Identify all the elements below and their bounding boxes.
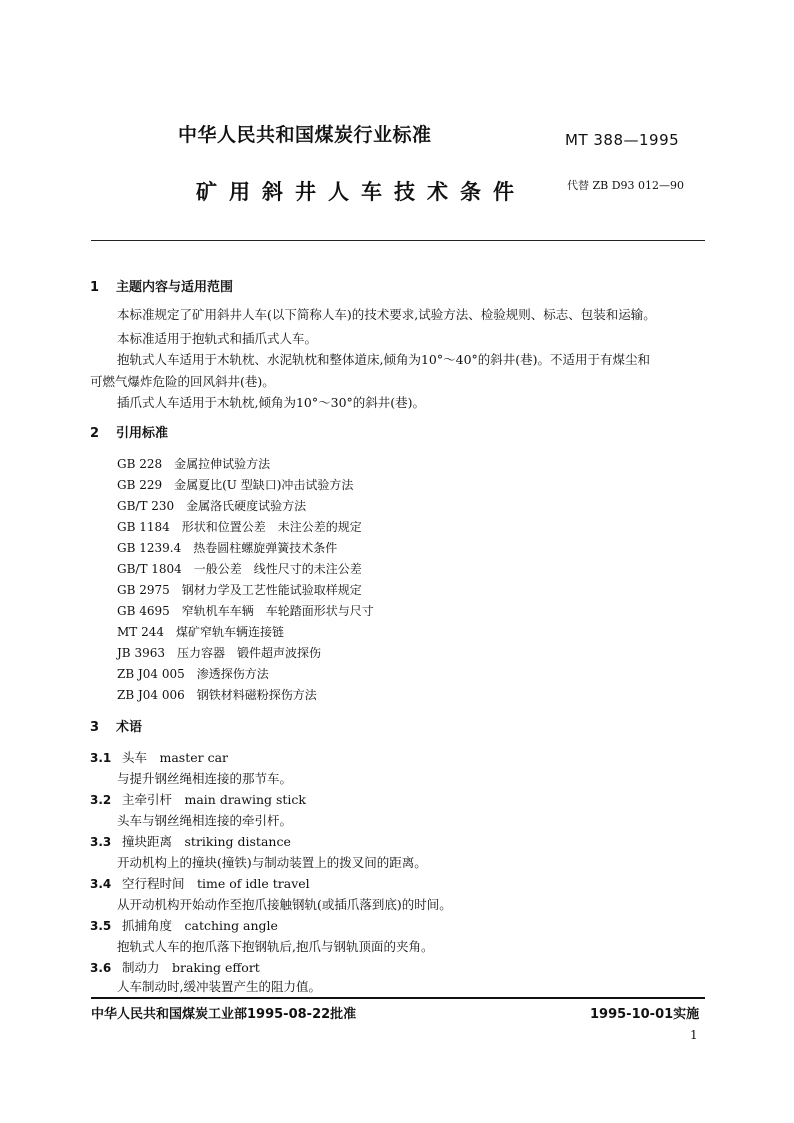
term-entry <box>90 832 291 850</box>
term-definition: 人车制动时,缓冲装置产生的阻力值。 <box>117 979 321 994</box>
term-entry <box>90 874 310 892</box>
paragraph-continuation: 可燃气爆炸危险的回风斜井(巷)。 <box>90 374 275 389</box>
term-number: 3.4 <box>90 877 112 891</box>
section-title: 主题内容与适用范围 <box>116 280 234 295</box>
reference-item: GB 2975 钢材力学及工艺性能试验取样规定 <box>117 583 362 597</box>
term-label: 头车 master car <box>122 750 229 765</box>
page-number: 1 <box>690 1028 698 1042</box>
section-3-heading <box>90 716 142 735</box>
paragraph: 插爪式人车适用于木轨枕,倾角为10°～30°的斜井(巷)。 <box>117 395 426 410</box>
paragraph: 抱轨式人车适用于木轨枕、水泥轨枕和整体道床,倾角为10°～40°的斜井(巷)。不适用于有煤尘和 <box>117 352 651 367</box>
term-entry <box>90 916 278 934</box>
section-number: 1 <box>90 280 100 295</box>
reference-item: GB 1239.4 热卷圆柱螺旋弹簧技术条件 <box>117 541 338 555</box>
term-label: 制动力 braking effort <box>122 960 260 975</box>
section-title: 引用标准 <box>116 426 169 441</box>
reference-item: GB 1184 形状和位置公差 未注公差的规定 <box>117 520 362 534</box>
document-title: 矿用斜井人车技术条件 <box>196 180 526 204</box>
term-label: 主牵引杆 main drawing stick <box>122 792 306 807</box>
term-number: 3.1 <box>90 751 112 765</box>
reference-item: GB/T 1804 一般公差 线性尺寸的未注公差 <box>117 562 362 576</box>
section-number: 2 <box>90 426 100 441</box>
term-number: 3.5 <box>90 919 112 933</box>
term-number: 3.3 <box>90 835 112 849</box>
term-definition: 从开动机构开始动作至抱爪接触钢轨(或插爪落到底)的时间。 <box>117 897 452 912</box>
reference-item: GB 229 金属夏比(U 型缺口)冲击试验方法 <box>117 478 354 492</box>
approval-note: 中华人民共和国煤炭工业部1995-08-22批准 <box>91 1007 357 1022</box>
paragraph: 本标准适用于抱轨式和插爪式人车。 <box>117 331 318 346</box>
section-title: 术语 <box>116 720 143 735</box>
term-number: 3.6 <box>90 961 112 975</box>
footer-divider <box>91 997 705 999</box>
term-definition: 开动机构上的撞块(撞铁)与制动装置上的拨叉间的距离。 <box>117 855 427 870</box>
effective-date: 1995-10-01实施 <box>590 1007 700 1022</box>
reference-item: ZB J04 005 渗透探伤方法 <box>117 667 269 681</box>
term-label: 撞块距离 striking distance <box>122 834 291 849</box>
term-entry <box>90 748 228 766</box>
term-entry <box>90 790 306 808</box>
term-definition: 头车与钢丝绳相连接的牵引杆。 <box>117 813 293 828</box>
standard-code: MT 388—1995 <box>565 131 680 149</box>
reference-item: MT 244 煤矿窄轨车辆连接链 <box>117 625 285 639</box>
term-definition: 与提升钢丝绳相连接的那节车。 <box>117 771 293 786</box>
header-divider <box>91 240 705 241</box>
term-label: 抓捕角度 catching angle <box>122 918 278 933</box>
reference-item: GB 228 金属拉伸试验方法 <box>117 457 271 471</box>
standard-category-title: 中华人民共和国煤炭行业标准 <box>178 124 432 146</box>
reference-item: GB/T 230 金属洛氏硬度试验方法 <box>117 499 307 513</box>
section-2-heading <box>90 422 168 441</box>
reference-item: ZB J04 006 钢铁材料磁粉探伤方法 <box>117 688 317 702</box>
reference-item: GB 4695 窄轨机车车辆 车轮踏面形状与尺寸 <box>117 604 374 618</box>
section-1-heading <box>90 276 233 295</box>
term-label: 空行程时间 time of idle travel <box>122 876 310 891</box>
term-entry <box>90 958 260 976</box>
term-number: 3.2 <box>90 793 112 807</box>
paragraph: 本标准规定了矿用斜井人车(以下简称人车)的技术要求,试验方法、检验规则、标志、包装和运输。 <box>117 307 656 322</box>
replaces-note: 代替 ZB D93 012—90 <box>567 179 685 192</box>
section-number: 3 <box>90 720 100 735</box>
term-definition: 抱轨式人车的抱爪落下抱钢轨后,抱爪与钢轨顶面的夹角。 <box>117 939 434 954</box>
reference-item: JB 3963 压力容器 锻件超声波探伤 <box>117 646 321 660</box>
